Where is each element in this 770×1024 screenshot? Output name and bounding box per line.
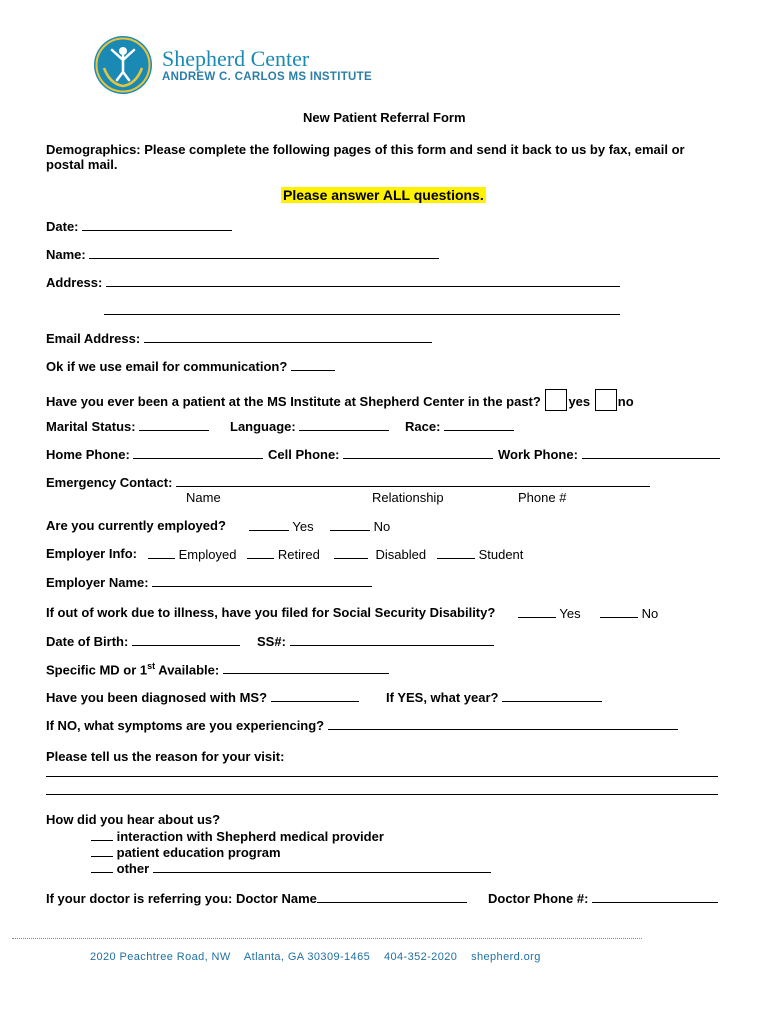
marital-row [46,418,209,434]
reason-label: Please tell us the reason for your visit: [46,749,285,764]
logo [92,34,154,101]
if-yes-row [386,689,602,705]
doctor-phone-row [488,890,718,906]
home-phone-label: Home Phone: [46,447,130,462]
employed-no-label: No [373,519,391,534]
dob-label: Date of Birth: [46,634,129,649]
yes-label: yes [568,394,591,409]
reason-field-1[interactable] [46,776,718,777]
doctor-name-field[interactable] [317,890,467,903]
intro-line-2: postal mail. [46,157,118,172]
email-ok-label: Ok if we use email for communication? [46,359,288,374]
emergency-field[interactable] [176,474,650,487]
ssd-yes-option [518,605,581,621]
email-label: Email Address: [46,331,141,346]
cell-phone-label: Cell Phone: [268,447,340,462]
diagnosed-field[interactable] [271,689,359,702]
doctor-label: If your doctor is referring you: Doctor Name [46,891,317,906]
cell-phone-field[interactable] [343,446,493,459]
md-label-pre: Specific MD or 1 [46,662,148,678]
dob-row [46,633,240,649]
notice-banner [281,187,486,203]
address-label: Address: [46,275,103,290]
language-row [230,418,389,434]
employer-info-label: Employer Info: [46,546,138,561]
hear-option-1-label: interaction with Shepherd medical provider [116,829,384,844]
work-phone-label: Work Phone: [498,447,578,462]
name-field[interactable] [89,246,439,259]
past-patient-row [46,389,634,411]
emergency-sub-name: Name [186,490,221,505]
md-field[interactable] [223,661,389,674]
md-label-sup: st [147,661,156,671]
work-phone-row [498,446,720,462]
if-yes-label: If YES, what year? [386,690,499,705]
ssd-yes-field[interactable] [518,605,556,618]
footer-web[interactable]: shepherd.org [471,951,541,963]
employed-yes-label: Yes [292,519,314,534]
emergency-sub-phone: Phone # [518,490,567,505]
employed-option-label: Employed [178,547,237,562]
ssd-no-label: No [641,606,659,621]
emergency-row [46,474,650,490]
employer-name-field[interactable] [152,574,372,587]
past-patient-label: Have you ever been a patient at the MS Institute at Shepherd Center in the past? [46,394,541,409]
yes-checkbox[interactable] [545,389,567,411]
if-no-field[interactable] [328,717,678,730]
reason-field-2[interactable] [46,794,718,795]
md-label-post: Available: [155,662,220,678]
ss-label: SS#: [257,634,286,649]
no-checkbox[interactable] [595,389,617,411]
no-label: no [617,394,634,409]
org-subtitle: ANDREW C. CARLOS MS INSTITUTE [162,71,372,83]
hear-option-2 [91,844,281,860]
employed-no-option [330,518,390,534]
home-phone-field[interactable] [133,446,263,459]
employer-name-row [46,574,372,590]
hear-other-field[interactable] [153,860,491,873]
retired-option-label: Retired [277,547,320,562]
name-label: Name: [46,247,86,262]
emergency-sub-relationship: Relationship [372,490,444,505]
email-ok-row [46,358,335,374]
date-row [46,218,232,234]
hear-option-3-field[interactable] [91,860,113,873]
race-label: Race: [405,419,441,434]
race-field[interactable] [444,418,514,431]
ss-row [257,633,494,649]
cell-phone-row [268,446,493,462]
race-row [405,418,514,434]
employed-label: Are you currently employed? [46,518,226,533]
hear-option-2-label: patient education program [116,845,281,860]
hear-option-3 [91,860,491,876]
shepherd-logo-icon [92,34,154,96]
doctor-phone-field[interactable] [592,890,718,903]
student-option-label: Student [478,547,524,562]
if-yes-field[interactable] [502,689,602,702]
marital-label: Marital Status: [46,419,136,434]
footer-divider [12,938,642,939]
employed-no-field[interactable] [330,518,370,531]
if-no-label: If NO, what symptoms are you experiencing? [46,718,325,733]
hear-option-3-label: other [116,861,150,876]
ssd-label: If out of work due to illness, have you filed for Social Security Disability? [46,605,496,620]
employed-yes-option [249,518,314,534]
date-field[interactable] [82,218,232,231]
email-field[interactable] [144,330,432,343]
hear-option-2-field[interactable] [91,844,113,857]
employed-yes-field[interactable] [249,518,289,531]
hear-label: How did you hear about us? [46,812,221,827]
diagnosed-label: Have you been diagnosed with MS? [46,690,268,705]
ssd-no-option [600,605,658,621]
if-no-row [46,717,678,733]
language-label: Language: [230,419,296,434]
diagnosed-row [46,689,359,705]
form-title: New Patient Referral Form [303,110,466,125]
work-phone-field[interactable] [582,446,720,459]
address-field-1[interactable] [106,274,620,287]
doctor-phone-label: Doctor Phone #: [488,891,589,906]
employer-name-label: Employer Name: [46,575,149,590]
disabled-option-label: Disabled [375,547,427,562]
footer-phone: 404-352-2020 [383,951,458,963]
email-ok-field[interactable] [291,358,335,371]
employer-info-options [148,546,523,562]
home-phone-row [46,446,263,462]
footer [90,951,541,963]
dob-field[interactable] [132,633,240,646]
hear-option-1 [91,828,384,844]
retired-field[interactable] [247,546,274,559]
footer-city: Atlanta, GA 30309-1465 [243,951,371,963]
employed-field[interactable] [148,546,175,559]
email-row [46,330,432,346]
ssd-yes-label: Yes [559,606,581,621]
intro-line-1: Demographics: Please complete the following pages of this form and send it back to us by fax, email or [46,142,685,157]
name-row [46,246,439,262]
student-field[interactable] [437,546,475,559]
doctor-row [46,890,467,906]
footer-address: 2020 Peachtree Road, NW [90,951,231,963]
org-name: Shepherd Center [162,46,310,71]
hear-option-1-field[interactable] [91,828,113,841]
date-label: Date: [46,219,79,234]
emergency-label: Emergency Contact: [46,475,173,490]
language-field[interactable] [299,418,389,431]
notice-text: Please answer ALL questions. [283,187,484,203]
marital-field[interactable] [139,418,209,431]
ss-field[interactable] [290,633,494,646]
md-row [46,661,389,677]
address-field-2[interactable] [104,314,620,315]
ssd-no-field[interactable] [600,605,638,618]
disabled-field[interactable] [334,546,368,559]
address-row [46,274,620,290]
